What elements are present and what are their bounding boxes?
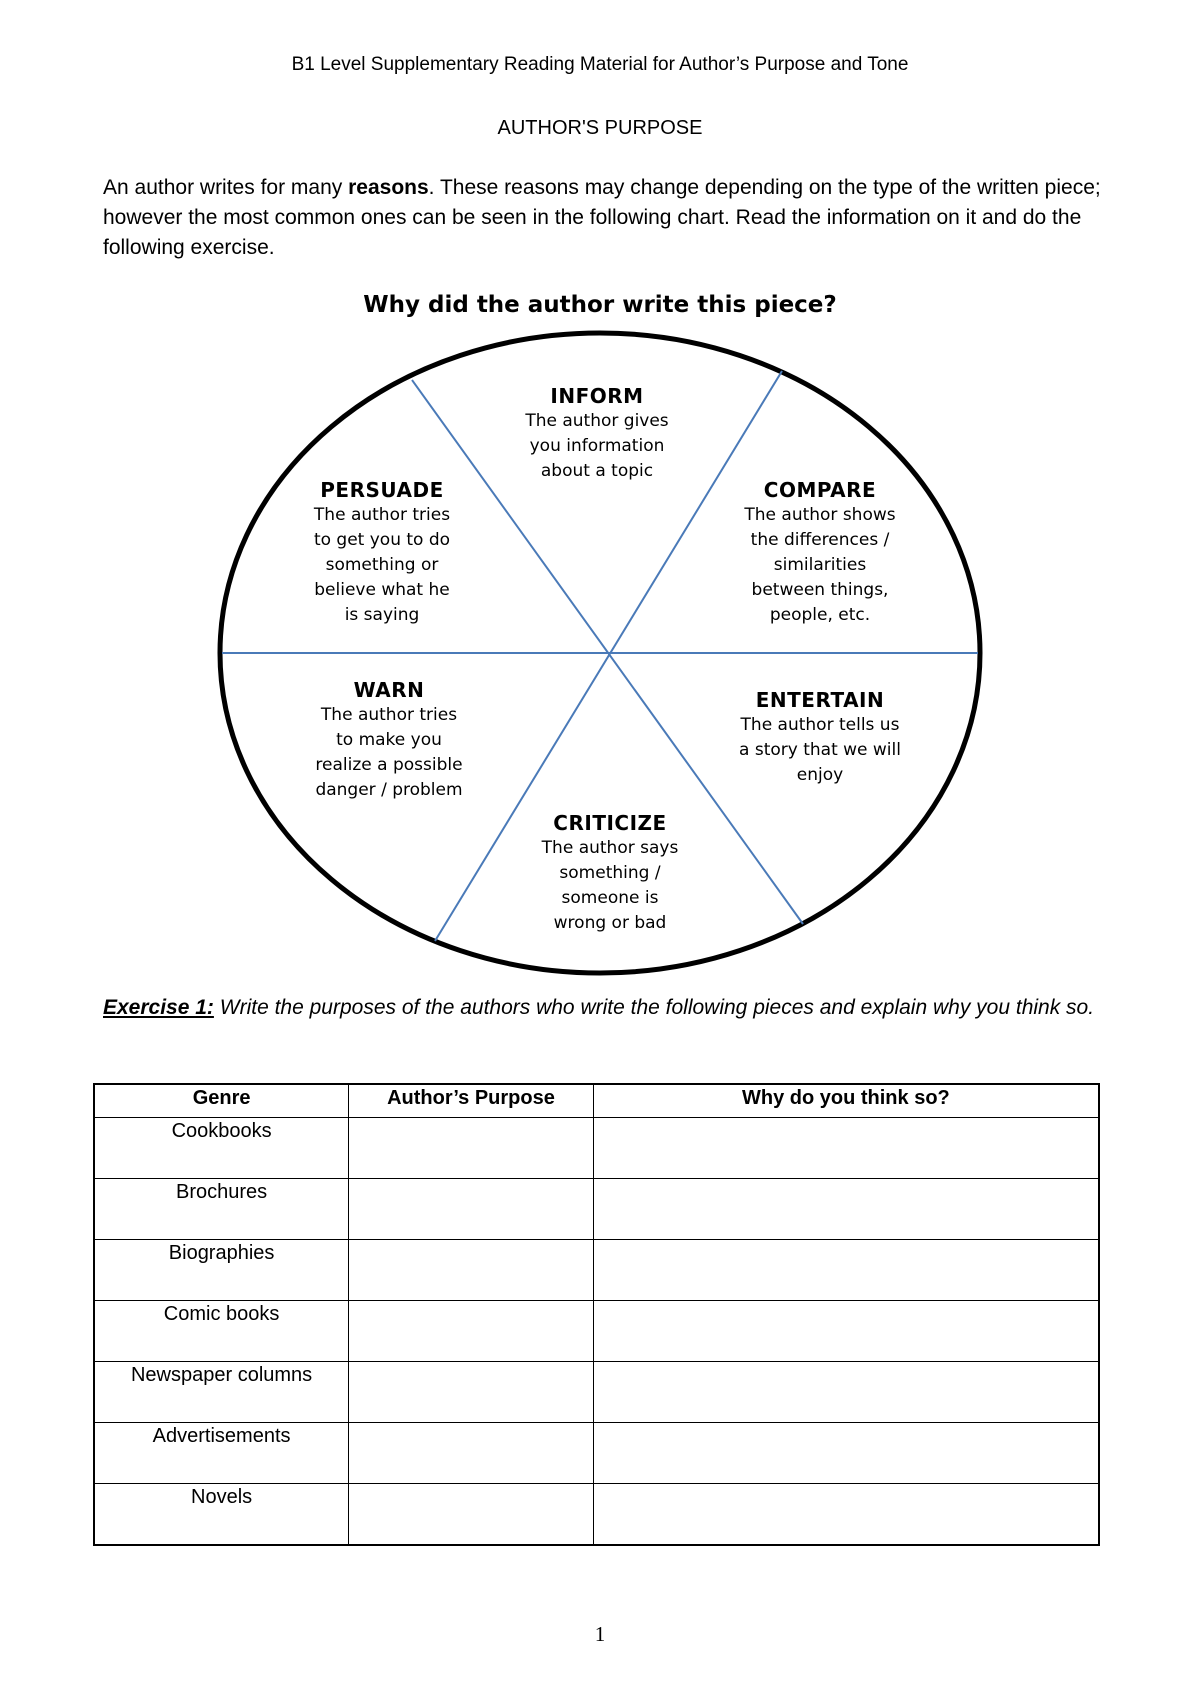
- section-title: AUTHOR'S PURPOSE: [497, 117, 703, 139]
- why-answer-cell[interactable]: [593, 1423, 1099, 1484]
- genre-cell: Novels: [94, 1484, 349, 1546]
- table-row: [94, 1179, 1099, 1240]
- table-row: [94, 1118, 1099, 1179]
- intro-paragraph: An author writes for many reasons. These reasons may change depending on the type of the written piece; however the most common ones can be seen in the following chart. Read the information on it and do the following exercise.: [103, 176, 1101, 259]
- segment-persuade: PERSUADE The author tries to get you to do something or believe what he is saying: [313, 478, 451, 625]
- why-answer-cell[interactable]: [593, 1362, 1099, 1423]
- genre-cell: Cookbooks: [94, 1118, 349, 1179]
- purpose-answer-cell[interactable]: [349, 1179, 594, 1240]
- purpose-answer-cell[interactable]: [349, 1240, 594, 1301]
- header-genre: Genre: [94, 1084, 349, 1118]
- why-answer-cell[interactable]: [593, 1118, 1099, 1179]
- page-number: 1: [594, 1622, 606, 1646]
- why-answer-cell[interactable]: [593, 1484, 1099, 1546]
- table-row: [94, 1240, 1099, 1301]
- why-answer-cell[interactable]: [593, 1301, 1099, 1362]
- segment-entertain: ENTERTAIN The author tells us a story that we will enjoy: [739, 688, 901, 785]
- table-row: [94, 1301, 1099, 1362]
- genre-cell: Brochures: [94, 1179, 349, 1240]
- purpose-answer-cell[interactable]: [349, 1118, 594, 1179]
- purpose-wheel: [215, 328, 985, 978]
- purpose-answer-cell[interactable]: [349, 1362, 594, 1423]
- genre-cell: Comic books: [94, 1301, 349, 1362]
- exercise-label: Exercise 1:: [103, 996, 214, 1019]
- purpose-answer-cell[interactable]: [349, 1423, 594, 1484]
- segment-warn: WARN The author tries to make you realize a possible danger / problem: [315, 678, 463, 800]
- genre-cell: Biographies: [94, 1240, 349, 1301]
- table-row: [94, 1362, 1099, 1423]
- genre-cell: Newspaper columns: [94, 1362, 349, 1423]
- header-purpose: Author’s Purpose: [349, 1084, 594, 1118]
- why-answer-cell[interactable]: [593, 1179, 1099, 1240]
- purpose-answer-cell[interactable]: [349, 1484, 594, 1546]
- why-answer-cell[interactable]: [593, 1240, 1099, 1301]
- table-header-row: [94, 1084, 1099, 1118]
- table-row: [94, 1484, 1099, 1546]
- header-why: Why do you think so?: [593, 1084, 1099, 1118]
- segment-compare: COMPARE The author shows the differences / similarities between things, people, etc.: [744, 478, 896, 625]
- table-row: [94, 1423, 1099, 1484]
- chart-title: Why did the author write this piece?: [363, 292, 837, 318]
- exercise-instructions: Exercise 1: Write the purposes of the authors who write the following pieces and explain why you think so.: [103, 996, 1095, 1019]
- purpose-answer-cell[interactable]: [349, 1301, 594, 1362]
- genre-cell: Advertisements: [94, 1423, 349, 1484]
- segment-inform: INFORM The author gives you information about a topic: [525, 384, 669, 481]
- page-header: B1 Level Supplementary Reading Material for Author’s Purpose and Tone: [291, 54, 909, 75]
- genre-table: [93, 1083, 1100, 1546]
- segment-criticize: CRITICIZE The author says something / someone is wrong or bad: [541, 811, 679, 933]
